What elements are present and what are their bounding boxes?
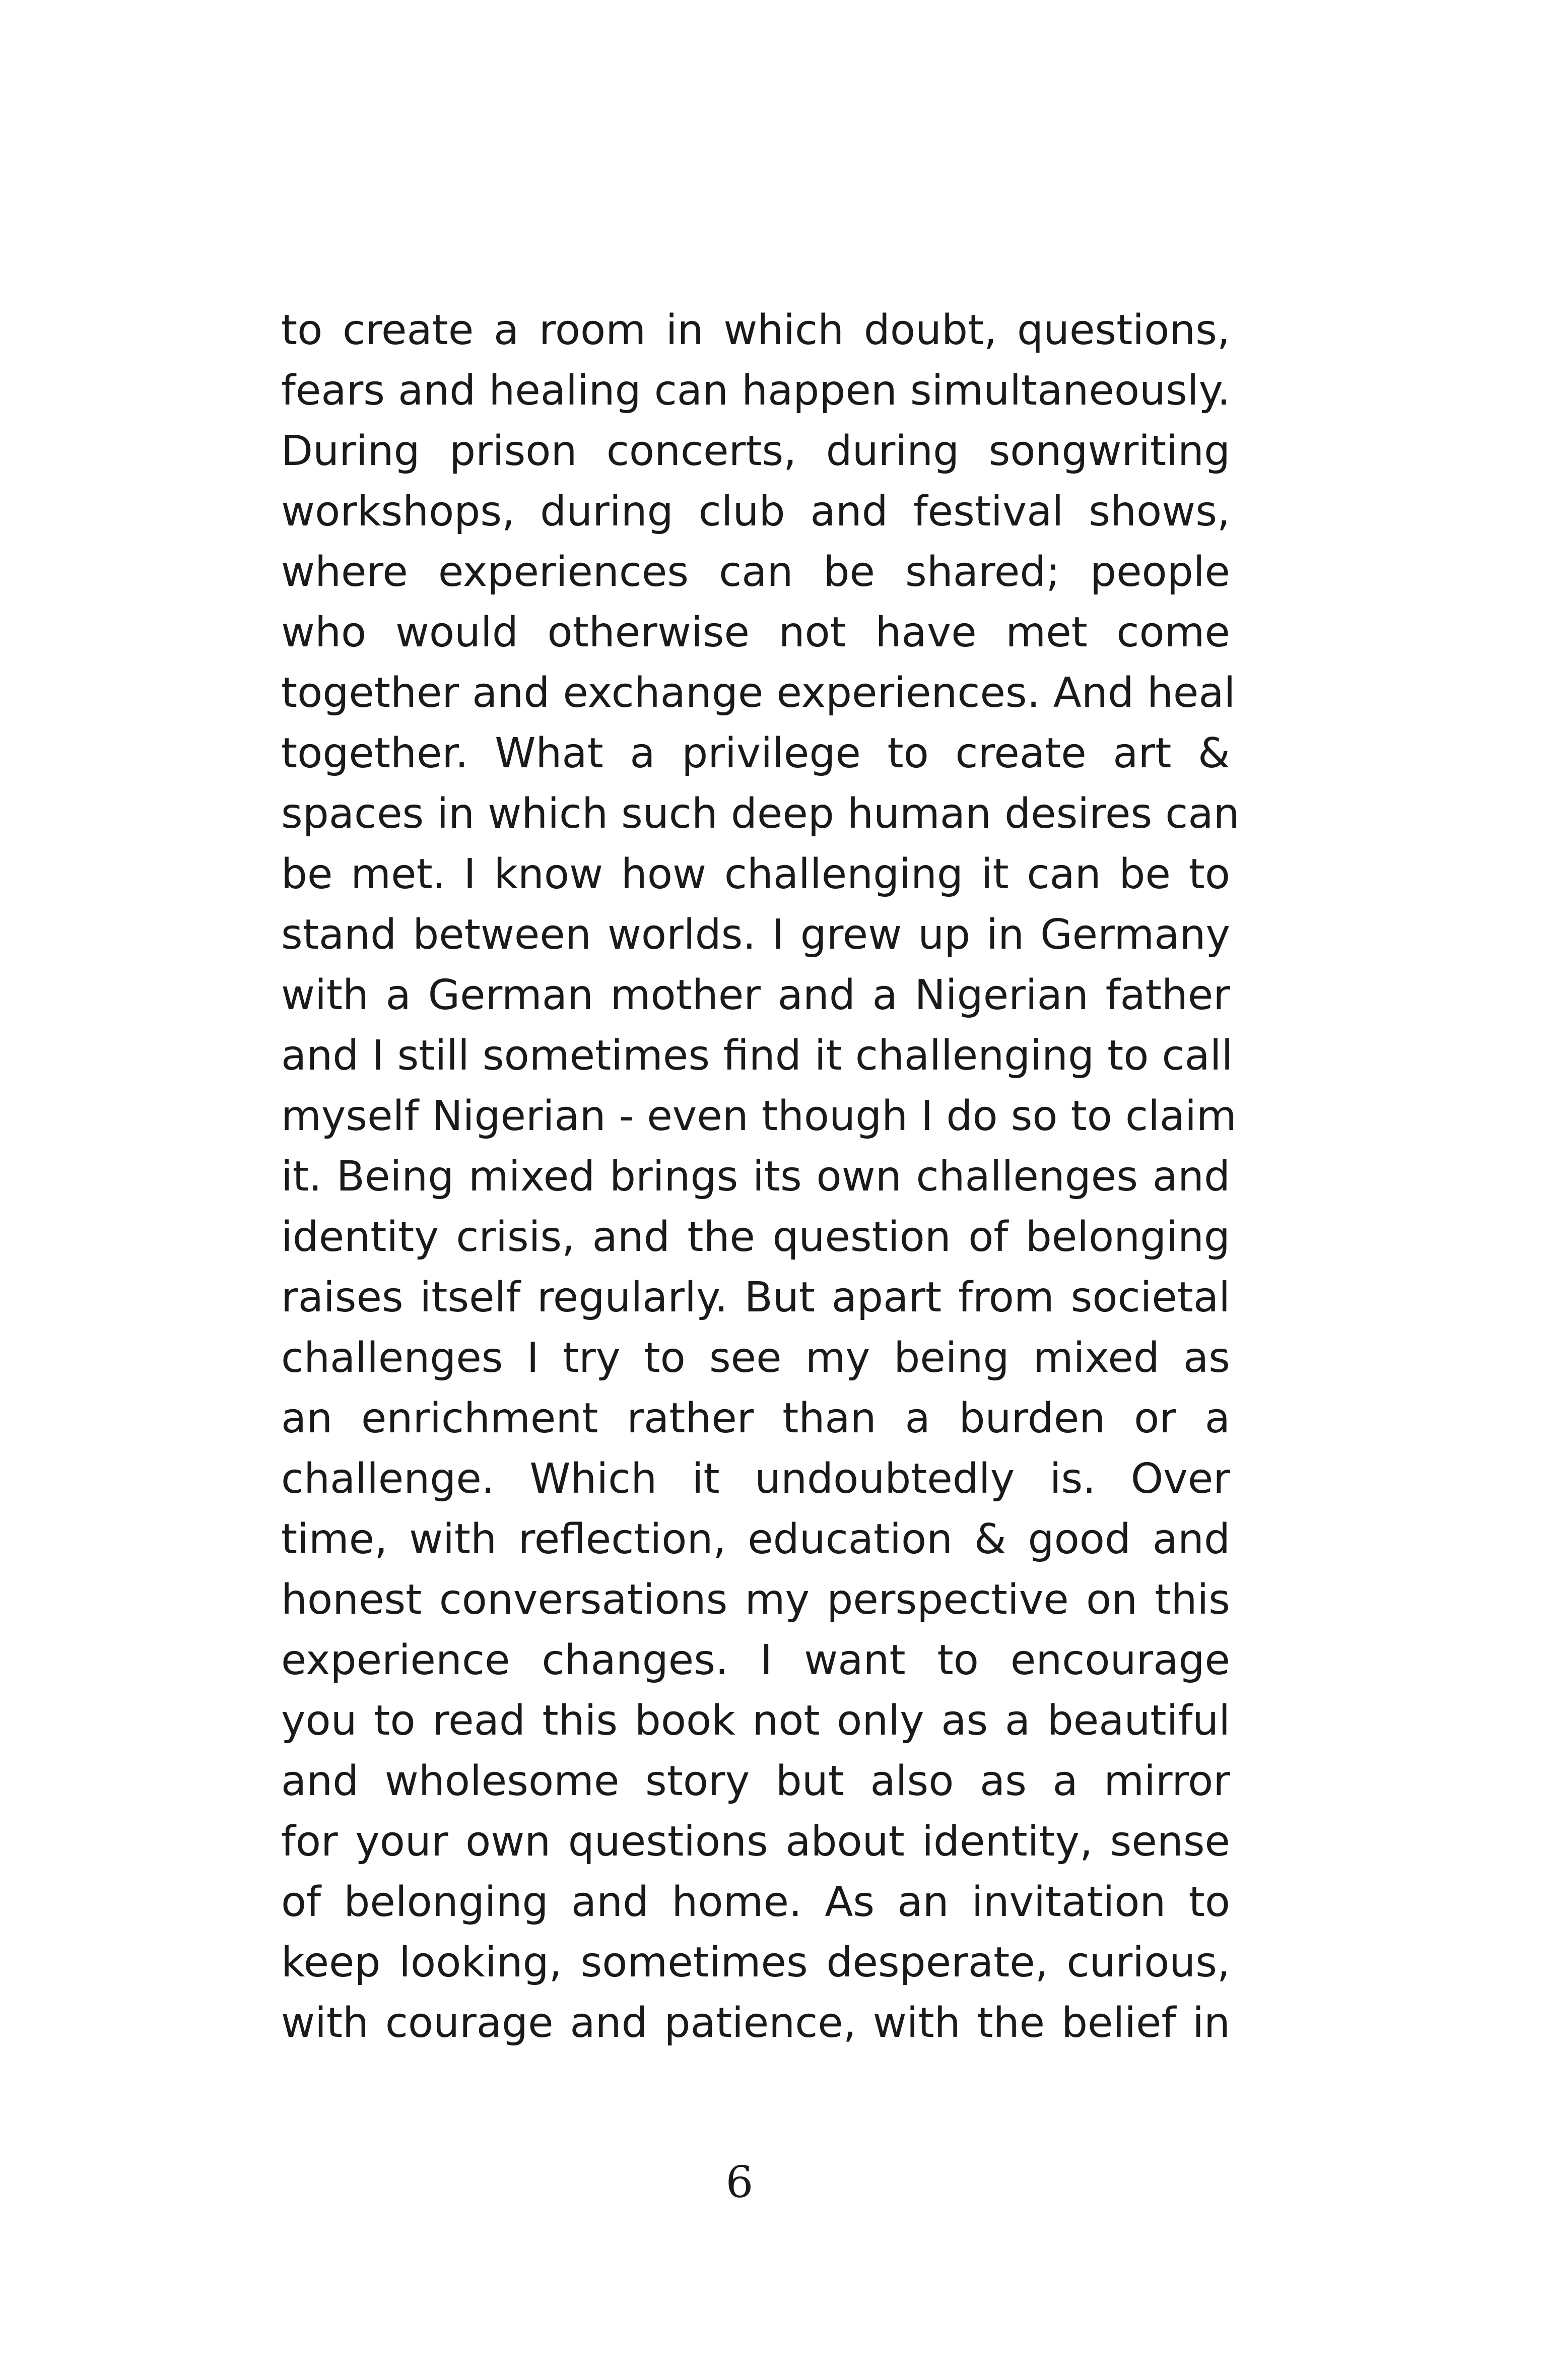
text-line: honest conversations my perspective on this: [281, 1576, 1230, 1624]
text-line: During prison concerts, during songwriting: [281, 427, 1230, 475]
text-line: and wholesome story but also as a mirror: [281, 1757, 1230, 1805]
text-line: with courage and patience, with the belief in: [281, 1999, 1230, 2047]
text-line: be met. I know how challenging it can be to: [281, 850, 1230, 898]
text-line: for your own questions about identity, sense: [281, 1818, 1230, 1866]
text-line: of belonging and home. As an invitation to: [281, 1878, 1230, 1926]
text-line: with a German mother and a Nigerian father: [281, 971, 1230, 1019]
text-line: spaces in which such deep human desires can: [281, 790, 1240, 838]
text-line: together and exchange experiences. And heal: [281, 669, 1236, 717]
text-line: stand between worlds. I grew up in Germany: [281, 911, 1230, 959]
text-line: identity crisis, and the question of belonging: [281, 1213, 1230, 1261]
text-line: together. What a privilege to create art &: [281, 730, 1230, 777]
text-line: to create a room in which doubt, questions,: [281, 306, 1230, 354]
text-line: workshops, during club and festival shows,: [281, 488, 1230, 536]
text-line: where experiences can be shared; people: [281, 548, 1230, 596]
text-line: and I still sometimes find it challenging to call: [281, 1032, 1233, 1080]
text-line: challenge. Which it undoubtedly is. Over: [281, 1455, 1230, 1503]
text-line: fears and healing can happen simultaneously.: [281, 367, 1231, 415]
text-line: an enrichment rather than a burden or a: [281, 1395, 1230, 1442]
body-paragraph: [281, 300, 1240, 2054]
text-line: it. Being mixed brings its own challenges and: [281, 1153, 1230, 1201]
text-line: who would otherwise not have met come: [281, 609, 1230, 656]
text-line: experience changes. I want to encourage: [281, 1636, 1230, 1684]
text-line: keep looking, sometimes desperate, curious,: [281, 1939, 1230, 1987]
text-line: challenges I try to see my being mixed as: [281, 1334, 1230, 1382]
text-line: myself Nigerian - even though I do so to claim: [281, 1092, 1237, 1140]
text-line: time, with reflection, education & good and: [281, 1515, 1230, 1563]
text-line: you to read this book not only as a beautiful: [281, 1697, 1230, 1745]
page-number: 6: [725, 2157, 754, 2208]
text-line: raises itself regularly. But apart from societal: [281, 1274, 1230, 1321]
